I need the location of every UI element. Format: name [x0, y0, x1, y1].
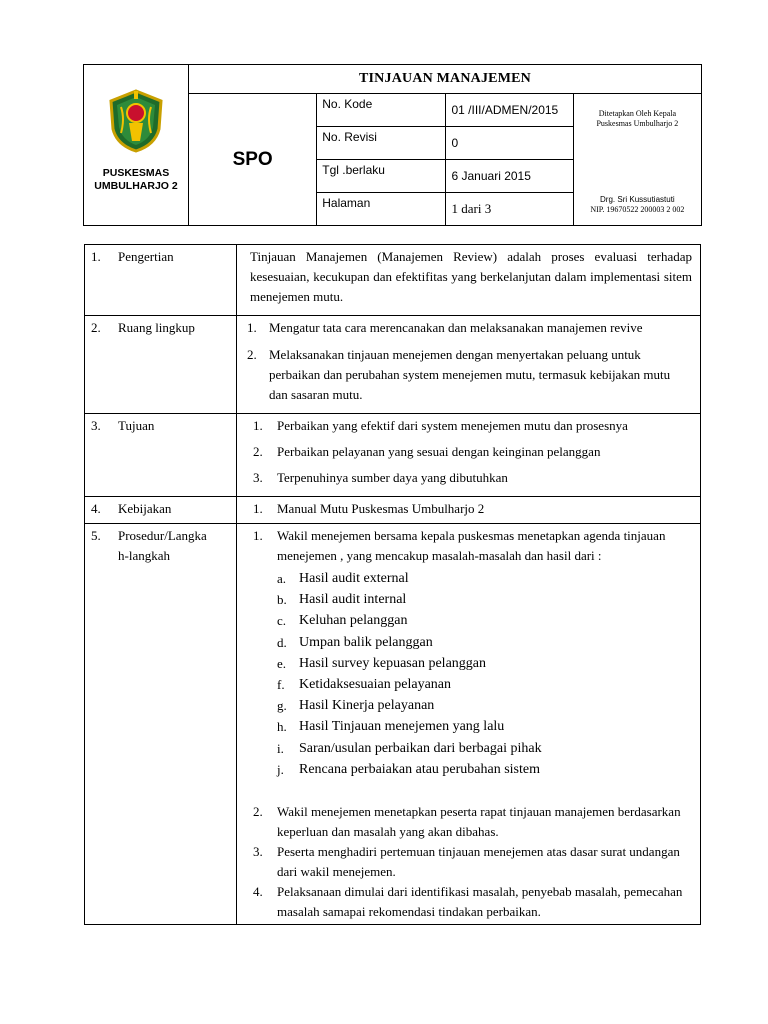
list-item: 1. Manual Mutu Puskesmas Umbulharjo 2 — [253, 501, 485, 516]
approver-name: Drg. Sri Kussutiastuti — [600, 195, 675, 204]
sublist-item: j. Rencana perbaiakan atau perubahan sistem — [277, 761, 541, 777]
sublist-item: g. Hasil Kinerja pelayanan — [277, 698, 435, 714]
section-label: 2. Ruang lingkup — [85, 316, 237, 414]
section-label: 5. Prosedur/Langka h-langkah — [85, 524, 237, 925]
sop-content-table — [84, 244, 701, 925]
section-content — [237, 316, 701, 414]
sublist-item: i. Saran/usulan perbaikan dari berbagai pihak — [277, 740, 542, 756]
section-label: 3. Tujuan — [85, 414, 237, 497]
section-label: 4. Kebijakan — [85, 497, 237, 524]
field-label: Halaman — [317, 193, 445, 226]
list-item: 1. Wakil menejemen bersama kepala puskesmas menetapkan agenda tinjauan menejemen , yang mencakup masalah-masalah dan hasil dari : a. Hasil audit external b. Hasil audit internal c. Keluhan pelanggan d. Umpan balik pelanggan e. Hasil survey kepuasan pelanggan f. Ketidaksesuaian pelayanan g. Hasil Kinerja pelayanan h. Hasil Tinjauan menejemen yang lalu i. Saran/usulan perbaikan dari berbagai pihak j. Rencana perbaiakan atau perubahan sistem — [245, 526, 692, 780]
document-title: TINJAUAN MANAJEMEN — [189, 65, 702, 94]
document-header — [83, 64, 702, 226]
organization-name: PUSKESMAS UMBULHARJO 2 — [94, 167, 178, 192]
approval-block: Ditetapkan Oleh Kepala Puskesmas Umbulharjo 2 Drg. Sri Kussutiastuti NIP. 19670522 200003 2 002 — [573, 94, 701, 226]
section-content — [237, 497, 701, 524]
sublist-item: f. Ketidaksesuaian pelayanan — [277, 677, 451, 693]
definition-text: Tinjauan Manajemen (Manajemen Review) adalah proses evaluasi terhadap kesesuaian, kecukupan dan efektifitas yang berkelanjutan dalam implementasi sitem menejemen mutu. — [250, 249, 692, 304]
sublist-item: b. Hasil audit internal — [277, 592, 407, 608]
section-label: 1. Pengertian — [85, 245, 237, 316]
logo-cell — [84, 65, 189, 226]
field-value: 01 /III/ADMEN/2015 — [445, 94, 573, 127]
section-content — [237, 245, 701, 316]
spo-label: SPO — [189, 94, 317, 226]
field-value: 6 Januari 2015 — [445, 160, 573, 193]
field-label: No. Revisi — [317, 127, 445, 160]
list-item: 1. Perbaikan yang efektif dari system menejemen mutu dan prosesnya — [253, 418, 628, 433]
table-row — [85, 245, 701, 316]
list-item: 2. Wakil menejemen menetapkan peserta rapat tinjauan manajemen berdasarkan keperluan dan masalah yang akan dibahas. — [253, 804, 681, 840]
list-item: 1. Mengatur tata cara merencanakan dan melaksanakan manajemen revive — [247, 320, 643, 335]
sublist-item: a. Hasil audit external — [277, 571, 409, 586]
list-item: 2. Melaksanakan tinjauan menejemen dengan menyertakan peluang untuk perbaikan dan perubahan system menejemen mutu, termasuk kebijakan mutu dan sasaran mutu. — [247, 347, 671, 402]
sublist-item: c. Keluhan pelanggan — [277, 613, 408, 629]
field-value: 0 — [445, 127, 573, 160]
approver-nip: NIP. 19670522 200003 2 002 — [590, 205, 685, 214]
list-item: 4. Pelaksanaan dimulai dari identifikasi masalah, penyebab masalah, pemecahan masalah samapai rekomendasi tindakan perbaikan. — [253, 884, 683, 920]
table-row — [85, 316, 701, 414]
table-row — [85, 414, 701, 497]
sublist-item: d. Umpan balik pelanggan — [277, 634, 433, 650]
regional-emblem-icon — [107, 89, 165, 153]
sublist-item: e. Hasil survey kepuasan pelanggan — [277, 655, 486, 671]
field-label: Tgl .berlaku — [317, 160, 445, 193]
table-row — [85, 524, 701, 925]
field-value: 1 dari 3 — [445, 193, 573, 226]
agenda-sublist — [277, 568, 692, 780]
list-item: 2. Perbaikan pelayanan yang sesuai dengan keinginan pelanggan — [253, 444, 601, 459]
section-content — [237, 414, 701, 497]
section-content — [237, 524, 701, 925]
table-row — [85, 497, 701, 524]
list-item: 3. Terpenuhinya sumber daya yang dibutuhkan — [253, 470, 508, 485]
field-label: No. Kode — [317, 94, 445, 127]
list-item: 3. Peserta menghadiri pertemuan tinjauan menejemen atas dasar surat undangan dari wakil menejemen. — [253, 844, 680, 880]
sublist-item: h. Hasil Tinjauan menejemen yang lalu — [277, 719, 505, 735]
